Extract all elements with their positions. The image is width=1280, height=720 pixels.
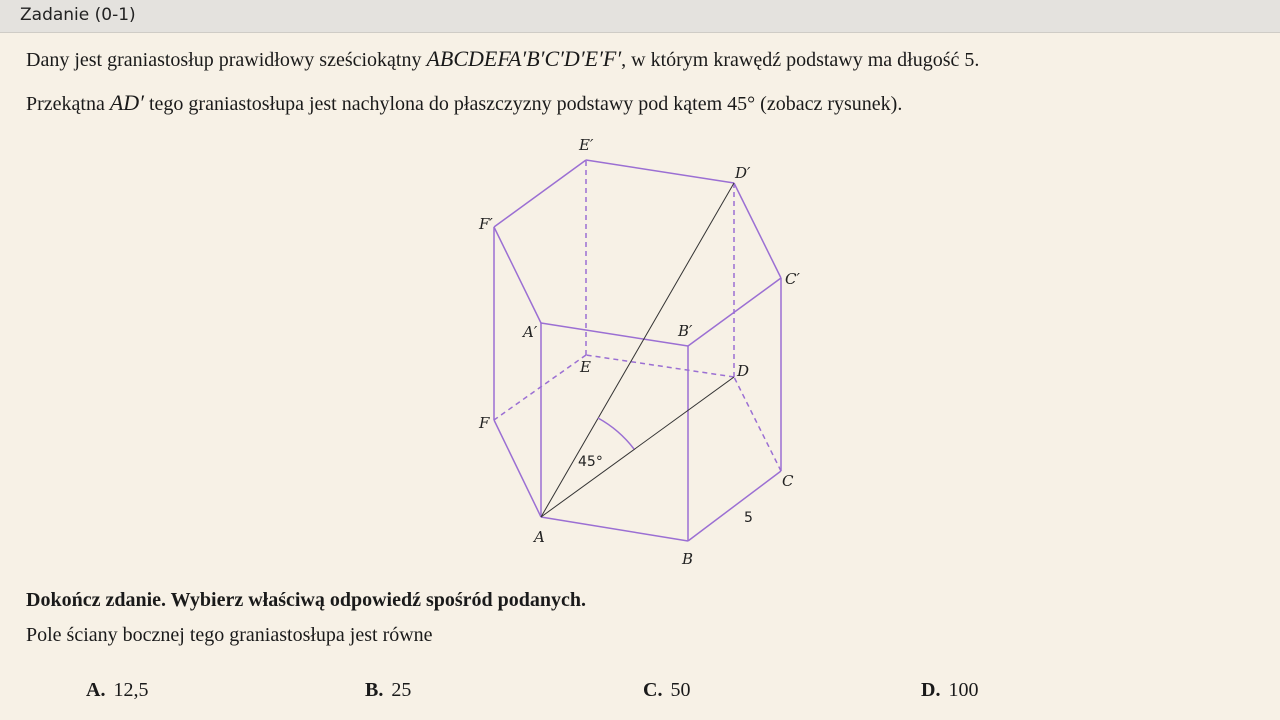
edge-E1F1 xyxy=(494,160,586,227)
edge-AB xyxy=(541,517,688,541)
vertex-label-C1: C′ xyxy=(785,270,800,288)
vertex-label-A1: A′ xyxy=(523,323,538,341)
option-value: 25 xyxy=(391,679,412,701)
edge-F1A1 xyxy=(494,227,541,323)
vertex-label-C: C xyxy=(782,472,794,490)
question-text: Pole ściany bocznej tego graniastosłupa jest równe xyxy=(26,624,433,646)
problem-text: Dany jest graniastosłup prawidłowy sześciokątny xyxy=(26,49,427,71)
option-d[interactable] xyxy=(921,679,978,702)
prism-name: ABCDEFA′B′C′D′E′F′ xyxy=(426,46,622,71)
option-b[interactable] xyxy=(365,679,411,702)
vertex-label-D: D xyxy=(737,362,750,380)
edge-A1B1 xyxy=(541,323,688,346)
diagonal-AD1 xyxy=(541,183,734,517)
diagonals xyxy=(541,183,734,517)
problem-text: Przekątna xyxy=(26,93,110,115)
edge-D1E1 xyxy=(586,160,734,183)
vertex-label-E: E xyxy=(580,358,591,376)
edge-C1D1 xyxy=(734,183,781,278)
vertex-label-A: A xyxy=(534,528,545,546)
option-value: 100 xyxy=(948,679,979,701)
option-letter: A. xyxy=(86,679,106,701)
option-letter: C. xyxy=(643,679,663,701)
vertex-label-E1: E′ xyxy=(579,136,594,154)
option-letter: D. xyxy=(921,679,941,701)
problem-text: tego graniastosłupa jest nachylona do płaszczyzny podstawy pod kątem 45° (zobacz rysunek). xyxy=(144,93,903,115)
option-letter: B. xyxy=(365,679,384,701)
vertex-label-B: B xyxy=(682,550,694,568)
angle-arc xyxy=(598,418,634,449)
vertex-label-F1: F′ xyxy=(479,215,493,233)
edge-DE xyxy=(586,355,734,377)
edge-CD xyxy=(734,377,781,471)
vertex-label-D1: D′ xyxy=(735,164,751,182)
task-title: Zadanie (0-1) xyxy=(20,5,136,25)
edge-length-label: 5 xyxy=(744,510,753,526)
instruction: Dokończ zdanie. Wybierz właściwą odpowiedź spośród podanych. xyxy=(26,589,587,611)
option-c[interactable] xyxy=(643,679,690,702)
option-a[interactable] xyxy=(86,679,148,702)
problem-text: , w którym krawędź podstawy ma długość 5. xyxy=(621,49,980,71)
edge-BC xyxy=(688,471,781,541)
vertex-label-B1: B′ xyxy=(678,322,693,340)
diagonal-AD xyxy=(541,377,734,517)
option-value: 50 xyxy=(670,679,691,701)
edge-EF xyxy=(494,355,586,420)
edge-FA xyxy=(494,420,541,517)
diagonal-name: AD′ xyxy=(109,90,144,115)
angle-label: 45° xyxy=(578,454,603,470)
vertex-label-F: F xyxy=(479,414,490,432)
option-value: 12,5 xyxy=(113,679,149,701)
